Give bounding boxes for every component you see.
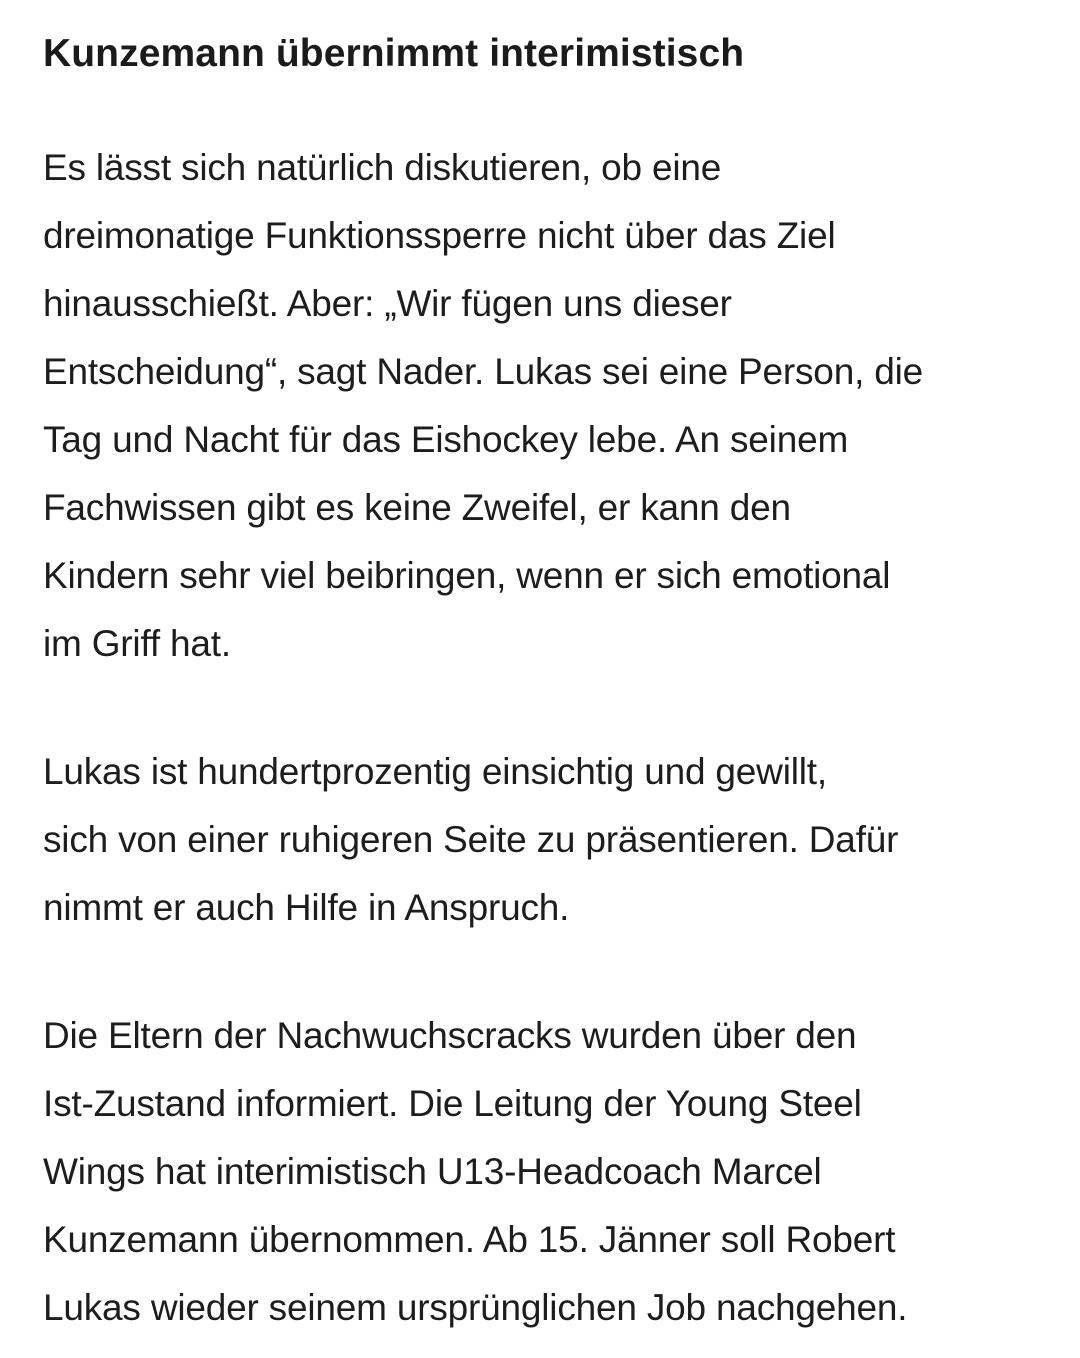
paragraph-line: Kindern sehr viel beibringen, wenn er sich emotional	[43, 555, 891, 596]
paragraph-line: Wings hat interimistisch U13-Headcoach Marcel	[43, 1151, 822, 1192]
paragraph	[43, 738, 1043, 942]
paragraph-line: Fachwissen gibt es keine Zweifel, er kann den	[43, 487, 791, 528]
paragraph-line: sich von einer ruhigeren Seite zu präsentieren. Dafür	[43, 819, 899, 860]
paragraph-line: Die Eltern der Nachwuchscracks wurden über den	[43, 1015, 857, 1056]
paragraph-line: nimmt er auch Hilfe in Anspruch.	[43, 887, 570, 928]
section-heading: Kunzemann übernimmt interimistisch	[43, 32, 745, 75]
paragraph-line: im Griff hat.	[43, 623, 231, 664]
paragraph-line: Lukas wieder seinem ursprünglichen Job nachgehen.	[43, 1287, 908, 1328]
paragraph	[43, 134, 1043, 678]
paragraph-line: Ist-Zustand informiert. Die Leitung der Young Steel	[43, 1083, 862, 1124]
paragraph-line: Kunzemann übernommen. Ab 15. Jänner soll Robert	[43, 1219, 896, 1260]
paragraph-line: Tag und Nacht für das Eishockey lebe. An seinem	[43, 419, 849, 460]
paragraph-line: Es lässt sich natürlich diskutieren, ob eine	[43, 147, 722, 188]
paragraph-line: Lukas ist hundertprozentig einsichtig und gewillt,	[43, 751, 827, 792]
paragraph-line: dreimonatige Funktionssperre nicht über das Ziel	[43, 215, 836, 256]
paragraph-line: Entscheidung“, sagt Nader. Lukas sei eine Person, die	[43, 351, 924, 392]
article-body	[43, 0, 1043, 1342]
paragraph	[43, 1002, 1043, 1342]
paragraph-line: hinausschießt. Aber: „Wir fügen uns dieser	[43, 283, 732, 324]
